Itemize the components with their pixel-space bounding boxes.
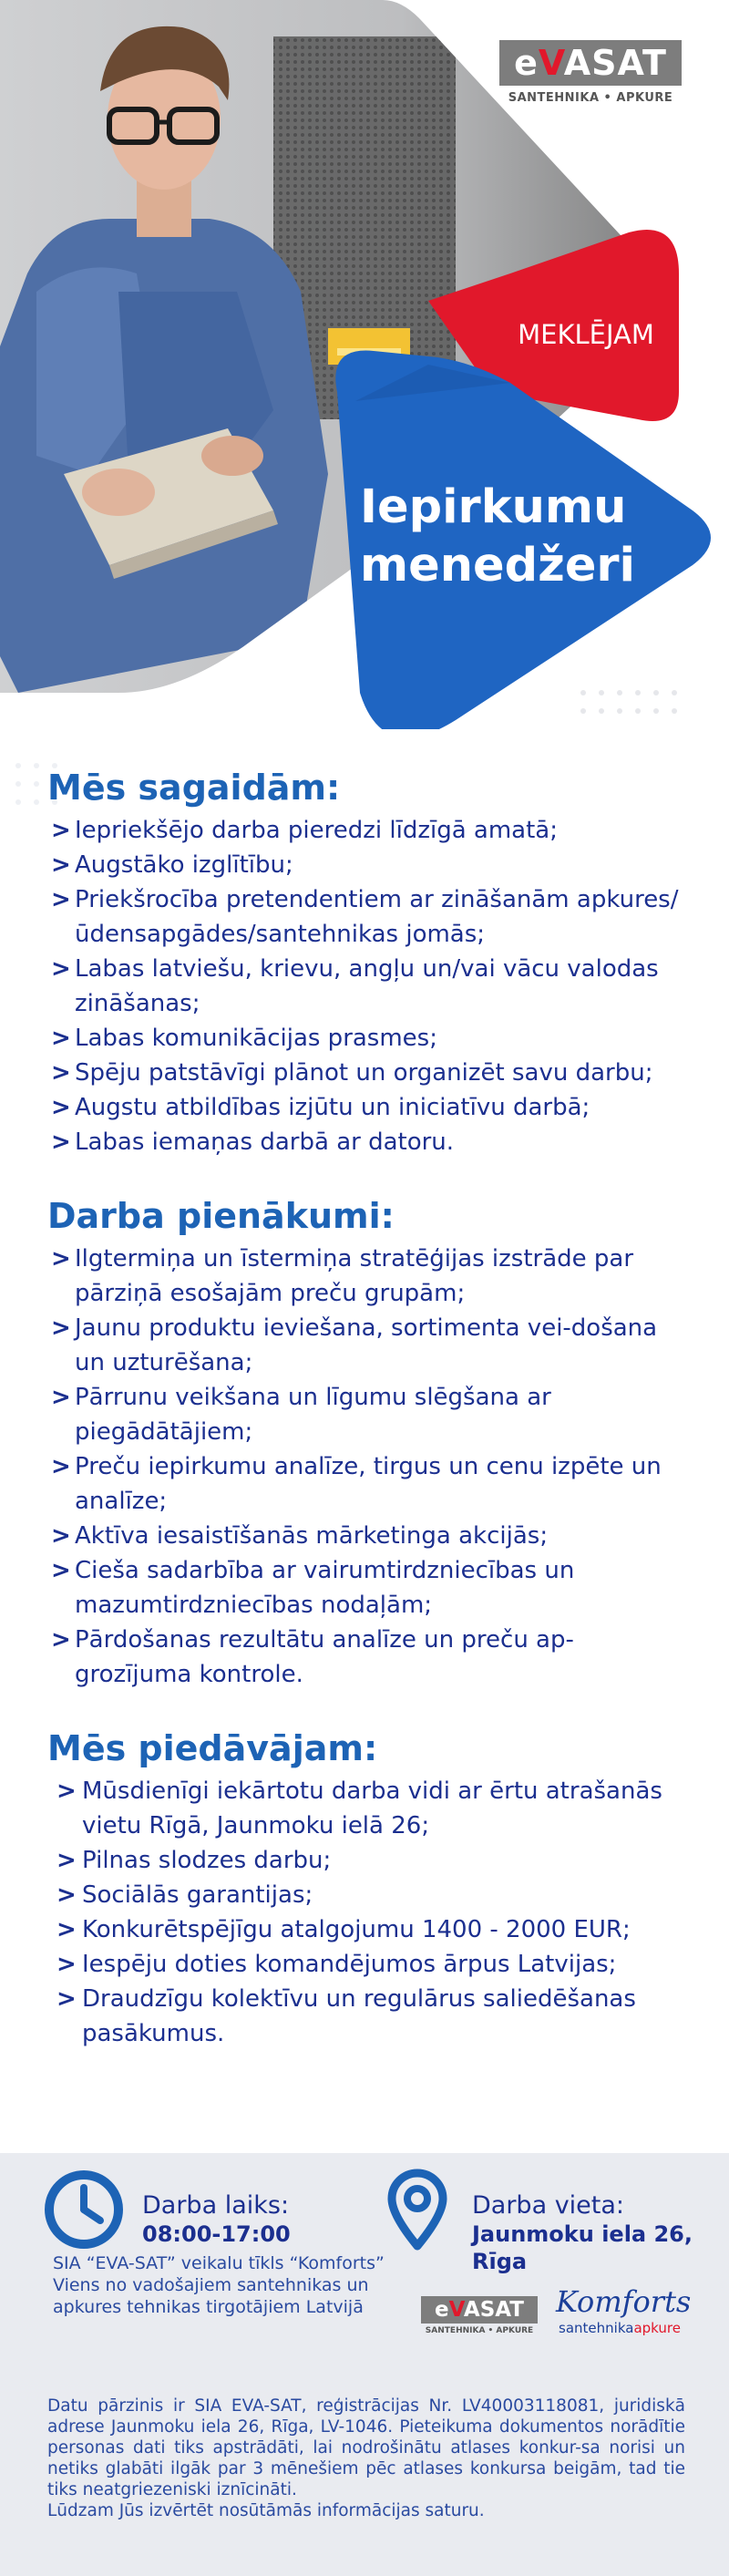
arrow-icon: > <box>51 1059 71 1087</box>
arrow-icon: > <box>51 851 71 879</box>
section-title: Darba pienākumi: <box>47 1196 395 1236</box>
arrow-icon: > <box>51 817 71 844</box>
list-item: > Pārrunu veikšana un līgumu slēgšana ar piegādātājiem; <box>47 1380 685 1449</box>
privacy-disclaimer <box>47 2396 685 2521</box>
komforts-wordmark: Komforts <box>556 2284 692 2319</box>
evasat-logo-mark: eVASAT <box>499 40 682 86</box>
list-item: > Pilnas slodzes darbu; <box>47 1843 685 1878</box>
section-duties <box>47 1194 685 1692</box>
arrow-icon: > <box>51 1557 71 1584</box>
arrow-icon: > <box>56 1847 77 1874</box>
list-item: > Priekšrocība pretendentiem ar zināšanām apkures/ūdensapgādes/santehnikas jomās; <box>47 882 685 952</box>
arrow-icon: > <box>56 1777 77 1805</box>
list-item: > Aktīva iesaistīšanās mārketinga akcijās; <box>47 1519 685 1553</box>
work-hours-value: 08:00-17:00 <box>142 2221 291 2247</box>
section-offer <box>47 1726 685 2051</box>
job-title-line-1: Iepirkumu <box>360 480 627 534</box>
list-item: > Konkurētspējīgu atalgojumu 1400 - 2000 EUR; <box>47 1912 685 1947</box>
work-location-line-2: Rīga <box>472 2249 528 2274</box>
arrow-icon: > <box>56 1951 77 1978</box>
arrow-icon: > <box>51 886 71 913</box>
company-description: SIA “EVA-SAT” veikalu tīkls “Komforts” Viens no vadošajiem santehnikas un apkures tehnikas tirgotājiem Latvijā <box>53 2253 385 2317</box>
arrow-icon: > <box>56 1985 77 2013</box>
list-item: > Jaunu produktu ieviešana, sortimenta vei-došana un uzturēšana; <box>47 1311 685 1380</box>
komforts-tagline: santehnikaapkure <box>559 2320 681 2336</box>
offer-list <box>47 1774 685 2051</box>
evasat-logo-small: eVASAT SANTEHNIKA • APKURE <box>421 2296 538 2335</box>
section-title: Mēs piedāvājam: <box>47 1728 378 1768</box>
list-item: > Spēju patstāvīgi plānot un organizēt savu darbu; <box>47 1056 685 1090</box>
section-requirements <box>47 766 685 1159</box>
evasat-tagline: SANTEHNIKA • APKURE <box>508 91 673 105</box>
list-item: > Iepriekšējo darba pieredzi līdzīgā amatā; <box>47 813 685 848</box>
arrow-icon: > <box>51 1128 71 1156</box>
list-item: > Cieša sadarbība ar vairumtirdzniecības un mazumtirdzniecības nodaļām; <box>47 1553 685 1623</box>
list-item: > Augstāko izglītību; <box>47 848 685 882</box>
arrow-icon: > <box>51 1453 71 1480</box>
work-hours <box>42 2168 291 2251</box>
hero-artwork <box>0 0 729 729</box>
duties-list <box>47 1242 685 1692</box>
list-item: > Draudzīgu kolektīvu un regulārus saliedēšanas pasākumus. <box>47 1982 685 2051</box>
arrow-icon: > <box>56 1916 77 1943</box>
work-hours-label: Darba laiks: <box>142 2191 290 2220</box>
disclaimer-thanks: Lūdzam Jūs izvērtēt nosūtāmās informācijas saturu. <box>47 2501 485 2520</box>
list-item: > Labas latviešu, krievu, angļu un/vai vācu valodas zināšanas; <box>47 952 685 1021</box>
job-details <box>47 766 685 2086</box>
hero-badge: MEKLĒJAM <box>518 319 654 350</box>
work-location-label: Darba vieta: <box>472 2191 625 2220</box>
disclaimer-text: Datu pārzinis ir SIA EVA-SAT, reģistrācijas Nr. LV40003118081, juridiskā adrese Jaunmoku iela 26, Rīga, LV-1046. Pieteikuma dokumentos norādītie personas dati tiks apstrādāti, lai nodrošinātu atlases konkur-sa norisi un netiks glabāti ilgāk par 3 mēnešiem pēc atlases konkursa beigām, tad tie tiks neatgriezeniski iznīcināti. <box>47 2396 685 2499</box>
list-item: > Labas iemaņas darbā ar datoru. <box>47 1125 685 1159</box>
arrow-icon: > <box>51 1094 71 1121</box>
komforts-logo <box>556 2284 692 2336</box>
arrow-icon: > <box>51 1522 71 1550</box>
clock-icon <box>42 2168 126 2251</box>
arrow-icon: > <box>51 1314 71 1342</box>
list-item: > Pārdošanas rezultātu analīze un preču ap-grozījuma kontrole. <box>47 1623 685 1692</box>
list-item: > Ilgtermiņa un īstermiņa stratēģijas izstrāde par pārziņā esošajām preču grupām; <box>47 1242 685 1311</box>
arrow-icon: > <box>51 1245 71 1273</box>
evasat-logo <box>499 40 682 105</box>
job-title-line-2: menedžeri <box>360 539 636 592</box>
list-item: > Iespēju doties komandējumos ārpus Latvijas; <box>47 1947 685 1982</box>
arrow-icon: > <box>56 1881 77 1909</box>
dot-pattern <box>580 690 677 714</box>
arrow-icon: > <box>51 955 71 983</box>
arrow-icon: > <box>51 1384 71 1411</box>
list-item: > Sociālās garantijas; <box>47 1878 685 1912</box>
work-location <box>375 2168 693 2275</box>
list-item: > Preču iepirkumu analīze, tirgus un cenu izpēte un analīze; <box>47 1449 685 1519</box>
hero <box>0 0 729 729</box>
list-item: > Labas komunikācijas prasmes; <box>47 1021 685 1056</box>
requirements-list <box>47 813 685 1159</box>
arrow-icon: > <box>51 1626 71 1654</box>
section-title: Mēs sagaidām: <box>47 768 341 808</box>
work-location-line-1: Jaunmoku iela 26, <box>472 2221 693 2247</box>
job-title <box>360 479 661 595</box>
map-pin-icon <box>375 2168 459 2251</box>
arrow-icon: > <box>51 1025 71 1052</box>
list-item: > Mūsdienīgi iekārtotu darba vidi ar ērtu atrašanās vietu Rīgā, Jaunmoku ielā 26; <box>47 1774 685 1843</box>
list-item: > Augstu atbildības izjūtu un iniciatīvu darbā; <box>47 1090 685 1125</box>
